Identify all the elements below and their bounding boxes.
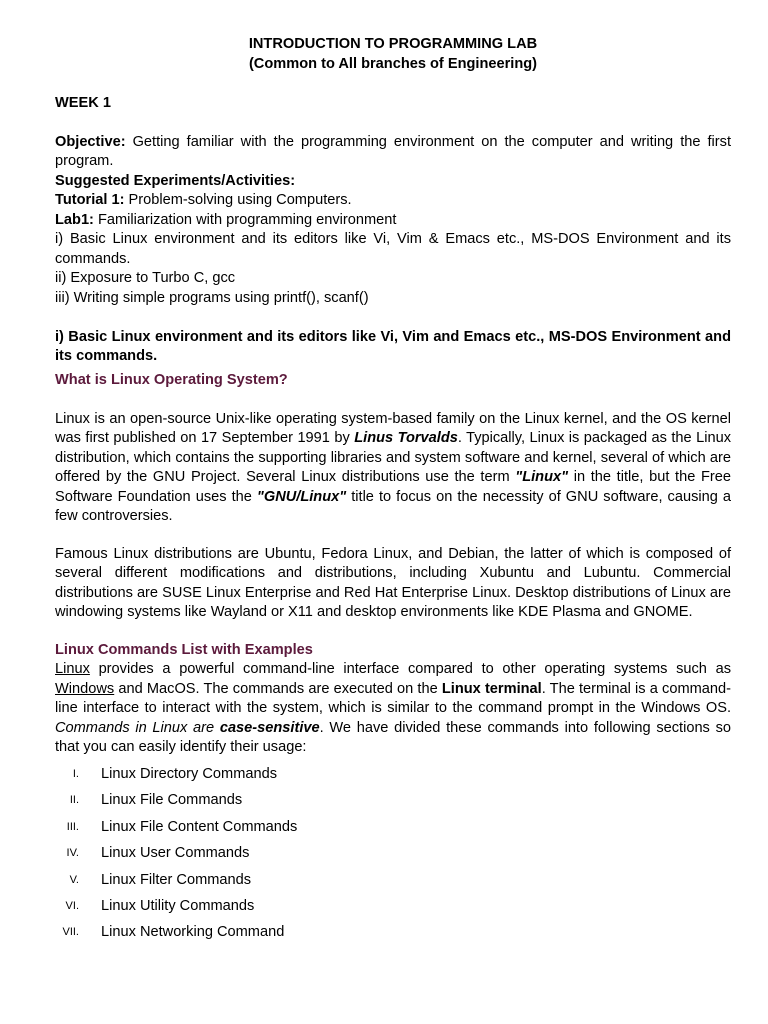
document-content: [55, 35, 731, 946]
distributions-paragraph: Famous Linux distributions are Ubuntu, Fedora Linux, and Debian, the latter of which is composed of several different modifications and distributions, including Xubuntu and Lubuntu. Commercial distributions are SUSE Linux Enterprise and Red Hat Enterprise Linux. Desktop distributions of Linux are windowing systems like Wayland or X11 and desktop environments like KDE Plasma and GNOME.: [55, 545, 731, 620]
torvalds-name: Linus Torvalds: [354, 430, 458, 446]
list-item: [55, 841, 731, 867]
linux-term: "Linux": [515, 469, 569, 485]
list-item-label: Linux File Content Commands: [101, 818, 298, 835]
list-item-number: I.: [72, 767, 79, 780]
commands-list: [55, 762, 731, 947]
objective-paragraph: [55, 133, 731, 172]
list-item-number: V.: [69, 873, 79, 886]
week-heading: WEEK 1: [55, 94, 111, 111]
tutorial-text: Problem-solving using Computers.: [124, 192, 352, 208]
list-item: [55, 893, 731, 919]
commands-heading: Linux Commands List with Examples: [55, 641, 313, 658]
windows-link[interactable]: Windows: [55, 680, 115, 697]
commands-intro-paragraph: Linux provides a powerful command-line interface compared to other operating systems such as Windows and MacOS. The commands are executed on the Linux terminal. The terminal is a command-line interface to interact with the system, which is similar to the command prompt in the Windows OS. Commands in Linux are case-sensitive. We have divided these commands into following sections so that you can easily identify their usage:: [55, 661, 731, 755]
list-item-label: Linux Utility Commands: [101, 897, 255, 914]
document-subtitle: (Common to All branches of Engineering): [248, 55, 538, 72]
activity-item: ii) Exposure to Turbo C, gcc: [55, 270, 236, 286]
document-title: INTRODUCTION TO PROGRAMMING LAB: [248, 36, 538, 52]
linux-intro-paragraph: Linux is an open-source Unix-like operating system-based family on the Linux kernel, and the OS kernel was first published on 17 September 1991 by Linus Torvalds. Typically, Linux is packaged as the Linux distribution, which contains the supporting libraries and system software and kernel, several of which are offered by the GNU Project. Several Linux distributions use the term "Linux" in the title, but the Free Software Foundation uses the "GNU/Linux" title to focus on the necessity of GNU software, causing a few controversies.: [55, 410, 732, 524]
list-item: [55, 788, 731, 814]
tutorial-label: Tutorial 1:: [55, 192, 125, 208]
linux-terminal-term: Linux terminal: [441, 680, 542, 697]
list-item-label: Linux File Commands: [101, 792, 243, 809]
activity-item: iii) Writing simple programs using printf(), scanf(): [55, 289, 369, 306]
list-item: [55, 762, 731, 788]
section-heading: i) Basic Linux environment and its editors like Vi, Vim and Emacs etc., MS-DOS Environment and its commands.: [55, 328, 731, 364]
list-item: [55, 920, 731, 946]
lab-label: Lab1:: [55, 211, 94, 228]
list-item-label: Linux User Commands: [101, 845, 250, 862]
list-item: [55, 814, 731, 840]
lab-line: [55, 211, 731, 231]
list-item-label: Linux Networking Command: [101, 924, 285, 941]
lab-text: Familiarization with programming environment: [93, 211, 397, 228]
case-sensitive-term: case-sensitive: [219, 719, 320, 736]
activity-item: i) Basic Linux environment and its editors like Vi, Vim & Emacs etc., MS-DOS Environment and its commands.: [55, 231, 731, 267]
tutorial-line: [55, 191, 731, 211]
objective-label: Objective:: [55, 133, 126, 150]
gnu-linux-term: "GNU/Linux": [256, 488, 347, 505]
list-item-number: VI.: [65, 899, 79, 912]
list-item-number: VII.: [62, 926, 79, 939]
suggested-heading: Suggested Experiments/Activities:: [55, 172, 296, 189]
objective-text: Getting familiar with the programming environment on the computer and writing the first program.: [55, 133, 731, 169]
linux-os-heading: What is Linux Operating System?: [55, 371, 288, 388]
list-item-label: Linux Filter Commands: [101, 871, 252, 888]
list-item-number: IV.: [66, 847, 79, 860]
list-item-label: Linux Directory Commands: [101, 765, 277, 782]
linux-link[interactable]: Linux: [55, 661, 90, 677]
list-item-number: II.: [69, 794, 79, 807]
list-item: [55, 867, 731, 893]
list-item-number: III.: [66, 820, 79, 833]
